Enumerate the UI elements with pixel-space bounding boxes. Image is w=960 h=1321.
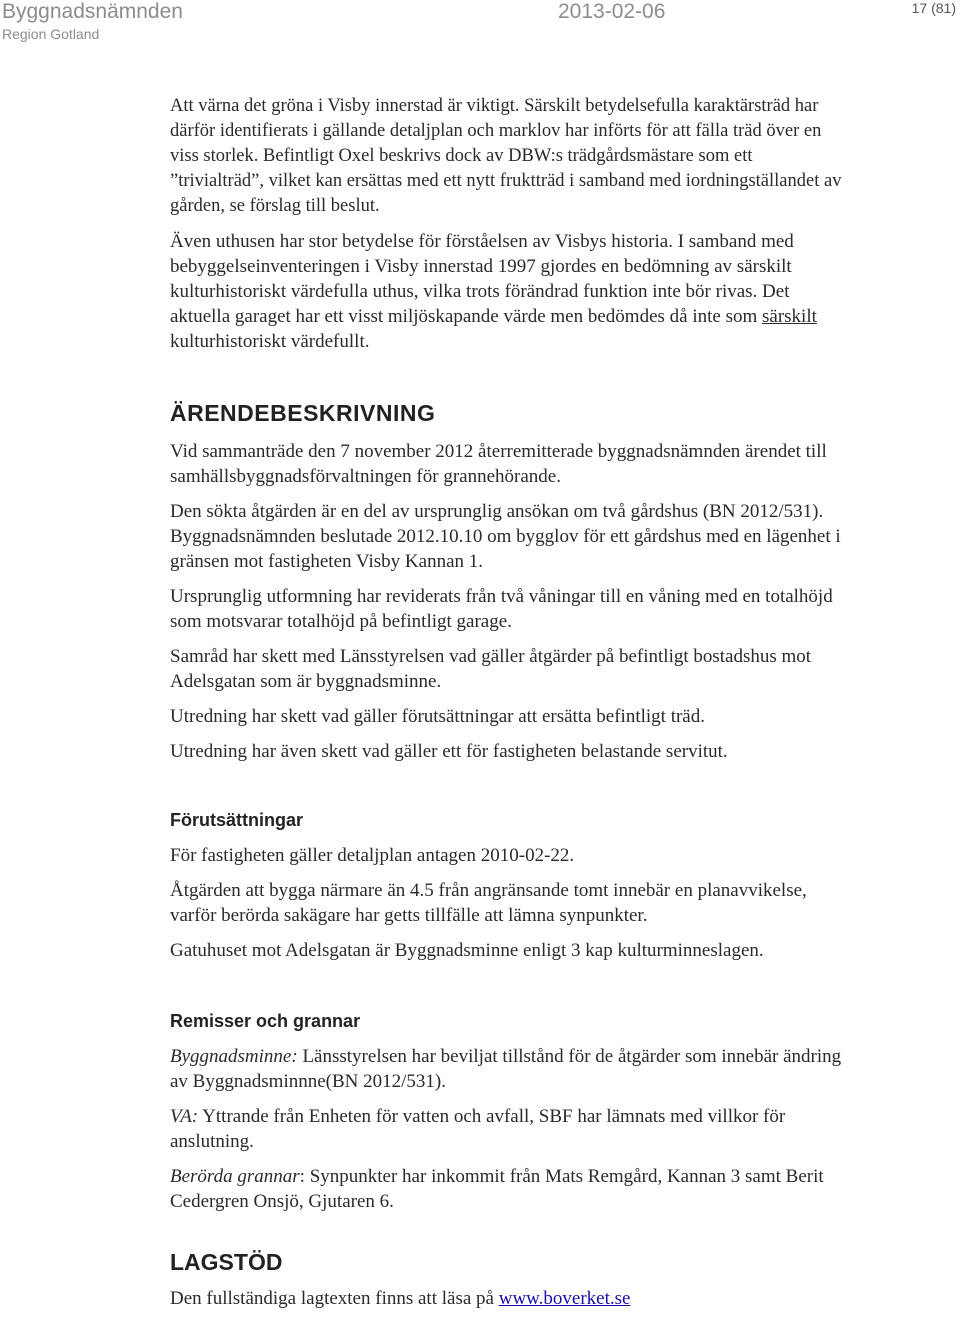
arende-paragraph-6: Utredning har även skett vad gäller ett för fastigheten belastande servitut. — [170, 741, 728, 762]
forutsattningar-paragraph-3: Gatuhuset mot Adelsgatan är Byggnadsminne enligt 3 kap kulturminneslagen. — [170, 940, 764, 961]
intro-paragraph-2: Även uthusen har stor betydelse för förståelsen av Visbys historia. I samband med bebyggelseinventeringen i Visby innerstad 1997 gjordes en bedömning av särskilt kulturhistoriskt värdefulla uthus, vilka trots förändrad funktion inte bör rivas. Det aktuella garaget har ett visst miljöskapande värde men bedömdes då inte som särskilt kulturhistoriskt värdefullt. — [170, 231, 817, 352]
section-heading-forutsattningar: Förutsättningar — [170, 810, 303, 830]
arende-paragraph-2: Den sökta åtgärden är en del av ursprunglig ansökan om två gårdshus (BN 2012/531). Byggnadsnämnden beslutade 2012.10.10 om bygglov för ett gårdshus med en lägenhet i gränsen mot fastigheten Visby Kannan 1. — [170, 501, 841, 572]
section-heading-arendebeskrivning: ÄRENDEBESKRIVNING — [170, 400, 436, 426]
lagstod-paragraph: Den fullständiga lagtexten finns att läsa på www.boverket.se — [170, 1288, 631, 1309]
arendebeskrivning-section — [170, 400, 850, 774]
forutsattningar-paragraph-1: För fastigheten gäller detaljplan antagen 2010-02-22. — [170, 845, 575, 866]
forutsattningar-paragraph-2: Åtgärden att bygga närmare än 4.5 från angränsande tomt innebär en planavvikelse, varför berörda sakägare har getts tillfälle att lämna synpunkter. — [170, 880, 807, 926]
header-subtitle: Region Gotland — [2, 26, 100, 42]
section-heading-remisser: Remisser och grannar — [170, 1011, 361, 1031]
underlined-word: särskilt — [762, 306, 817, 327]
arende-paragraph-3: Ursprunglig utformning har reviderats från två våningar till en våning med en totalhöjd som motsvarar totalhöjd på befintligt garage. — [170, 586, 833, 632]
boverket-link[interactable]: www.boverket.se — [498, 1288, 631, 1309]
arende-paragraph-1: Vid sammanträde den 7 november 2012 återremitterade byggnadsnämnden ärendet till samhällsbyggnadsförvaltningen för grannehörande. — [170, 441, 827, 487]
intro-section — [170, 94, 850, 364]
section-heading-lagstod: LAGSTÖD — [170, 1249, 283, 1275]
arende-paragraph-4: Samråd har skett med Länsstyrelsen vad gäller åtgärder på befintligt bostadshus mot Adelsgatan som är byggnadsminne. — [170, 646, 812, 692]
page-header — [0, 0, 960, 50]
remisser-section — [170, 1011, 850, 1224]
remiss-grannar: Berörda grannar: Synpunkter har inkommit från Mats Remgård, Kannan 3 samt Berit Cedergren Onsjö, Gjutaren 6. — [170, 1166, 824, 1212]
remiss-byggnadsminne: Byggnadsminne: Länsstyrelsen har beviljat tillstånd för de åtgärder som innebär ändring av Byggnadsminnne(BN 2012/531). — [170, 1046, 842, 1092]
forutsattningar-section — [170, 810, 850, 973]
intro-paragraph-1: Att värna det gröna i Visby innerstad är viktigt. Särskilt betydelsefulla karaktärsträd har därför identifierats i gällande detaljplan och marklov har införts för att fälla träd över en viss storlek. Befintligt Oxel beskrivs dock av DBW:s trädgårdsmästare som ett ”trivialträd”, vilket kan ersättas med ett nytt fruktträd i samband med iordningställandet av gården, se förslag till beslut. — [170, 96, 842, 216]
header-title: Byggnadsnämnden — [2, 0, 183, 23]
lagstod-section — [170, 1249, 850, 1321]
remiss-va: VA: Yttrande från Enheten för vatten och avfall, SBF har lämnats med villkor för anslutning. — [170, 1106, 786, 1152]
header-date: 2013-02-06 — [558, 0, 666, 23]
arende-paragraph-5: Utredning har skett vad gäller förutsättningar att ersätta befintligt träd. — [170, 706, 705, 727]
page-number: 17 (81) — [911, 0, 956, 16]
